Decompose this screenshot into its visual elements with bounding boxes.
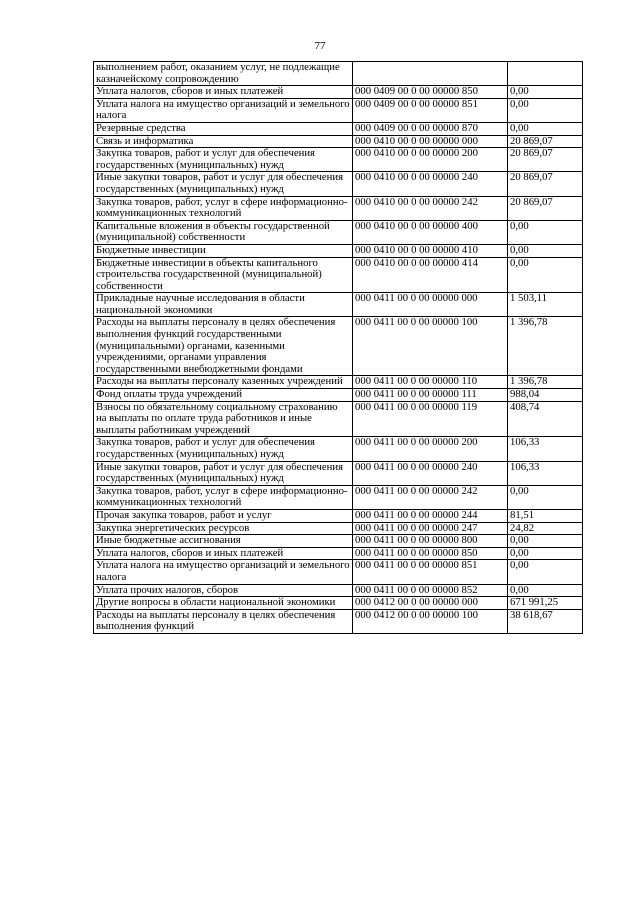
amount-cell: 988,04 [508,389,583,402]
amount-cell: 0,00 [508,244,583,257]
table-row [94,122,583,135]
expense-name-cell: Закупка товаров, работ и услуг для обеспечения государственных (муниципальных) нужд [94,437,353,461]
table-row [94,389,583,402]
amount-cell: 0,00 [508,485,583,509]
expense-name-cell: Уплата налога на имущество организаций и земельного налога [94,560,353,584]
budget-code-cell: 000 0411 00 0 00 00000 244 [353,509,508,522]
budget-code-cell: 000 0411 00 0 00 00000 851 [353,560,508,584]
table-row [94,376,583,389]
amount-cell: 20 869,07 [508,172,583,196]
table-row [94,509,583,522]
amount-cell: 0,00 [508,220,583,244]
expense-name-cell: Резервные средства [94,122,353,135]
amount-cell: 1 396,78 [508,317,583,376]
budget-code-cell: 000 0409 00 0 00 00000 870 [353,122,508,135]
budget-table [93,61,583,634]
amount-cell: 0,00 [508,257,583,293]
table-row [94,522,583,535]
budget-code-cell: 000 0410 00 0 00 00000 400 [353,220,508,244]
expense-name-cell: Бюджетные инвестиции [94,244,353,257]
amount-cell: 106,33 [508,437,583,461]
amount-cell: 0,00 [508,86,583,99]
expense-name-cell: Закупка товаров, работ и услуг для обеспечения государственных (муниципальных) нужд [94,148,353,172]
amount-cell: 20 869,07 [508,148,583,172]
amount-cell: 24,82 [508,522,583,535]
table-row [94,244,583,257]
budget-code-cell: 000 0411 00 0 00 00000 850 [353,547,508,560]
table-row [94,98,583,122]
expense-name-cell: Капитальные вложения в объекты государственной (муниципальной) собственности [94,220,353,244]
budget-code-cell [353,62,508,86]
budget-code-cell: 000 0411 00 0 00 00000 247 [353,522,508,535]
budget-code-cell: 000 0412 00 0 00 00000 100 [353,609,508,633]
table-row [94,148,583,172]
amount-cell: 38 618,67 [508,609,583,633]
table-row [94,86,583,99]
budget-code-cell: 000 0409 00 0 00 00000 851 [353,98,508,122]
budget-code-cell: 000 0411 00 0 00 00000 100 [353,317,508,376]
expense-name-cell: Иные бюджетные ассигнования [94,535,353,548]
amount-cell: 106,33 [508,461,583,485]
table-row [94,560,583,584]
budget-code-cell: 000 0410 00 0 00 00000 200 [353,148,508,172]
budget-code-cell: 000 0409 00 0 00 00000 850 [353,86,508,99]
expense-name-cell: Взносы по обязательному социальному страхованию на выплаты по оплате труда работников и иные выплаты работникам учреждений [94,401,353,437]
expense-name-cell: Иные закупки товаров, работ и услуг для обеспечения государственных (муниципальных) нужд [94,172,353,196]
table-row [94,437,583,461]
table-row [94,609,583,633]
budget-code-cell: 000 0410 00 0 00 00000 000 [353,135,508,148]
table-row [94,220,583,244]
table-row [94,547,583,560]
table-row [94,172,583,196]
budget-code-cell: 000 0411 00 0 00 00000 111 [353,389,508,402]
table-row [94,597,583,610]
budget-code-cell: 000 0411 00 0 00 00000 852 [353,584,508,597]
expense-name-cell: Связь и информатика [94,135,353,148]
budget-code-cell: 000 0410 00 0 00 00000 240 [353,172,508,196]
expense-name-cell: Закупка энергетических ресурсов [94,522,353,535]
expense-name-cell: Расходы на выплаты персоналу в целях обеспечения выполнения функций [94,609,353,633]
budget-code-cell: 000 0410 00 0 00 00000 242 [353,196,508,220]
table-row [94,461,583,485]
budget-code-cell: 000 0411 00 0 00 00000 119 [353,401,508,437]
expense-name-cell: Уплата налогов, сборов и иных платежей [94,547,353,560]
expense-name-cell: Фонд оплаты труда учреждений [94,389,353,402]
expense-name-cell: выполнением работ, оказанием услуг, не подлежащие казначейскому сопровождению [94,62,353,86]
budget-code-cell: 000 0412 00 0 00 00000 000 [353,597,508,610]
amount-cell: 0,00 [508,560,583,584]
expense-name-cell: Уплата налога на имущество организаций и земельного налога [94,98,353,122]
table-row [94,401,583,437]
table-row [94,584,583,597]
budget-code-cell: 000 0411 00 0 00 00000 800 [353,535,508,548]
expense-name-cell: Уплата налогов, сборов и иных платежей [94,86,353,99]
budget-code-cell: 000 0411 00 0 00 00000 000 [353,293,508,317]
expense-name-cell: Закупка товаров, работ, услуг в сфере информационно-коммуникационных технологий [94,196,353,220]
amount-cell: 0,00 [508,98,583,122]
budget-code-cell: 000 0411 00 0 00 00000 200 [353,437,508,461]
expense-name-cell: Уплата прочих налогов, сборов [94,584,353,597]
amount-cell: 1 503,11 [508,293,583,317]
table-row [94,485,583,509]
amount-cell: 0,00 [508,535,583,548]
budget-code-cell: 000 0411 00 0 00 00000 240 [353,461,508,485]
amount-cell: 671 991,25 [508,597,583,610]
budget-code-cell: 000 0410 00 0 00 00000 410 [353,244,508,257]
budget-code-cell: 000 0411 00 0 00 00000 110 [353,376,508,389]
page-number: 77 [314,40,326,52]
amount-cell: 0,00 [508,122,583,135]
expense-name-cell: Закупка товаров, работ, услуг в сфере информационно-коммуникационных технологий [94,485,353,509]
expense-name-cell: Бюджетные инвестиции в объекты капитального строительства государственной (муниципальной) собственности [94,257,353,293]
amount-cell: 0,00 [508,547,583,560]
expense-name-cell: Прочая закупка товаров, работ и услуг [94,509,353,522]
expense-name-cell: Расходы на выплаты персоналу казенных учреждений [94,376,353,389]
budget-code-cell: 000 0410 00 0 00 00000 414 [353,257,508,293]
budget-code-cell: 000 0411 00 0 00 00000 242 [353,485,508,509]
table-row [94,293,583,317]
table-row [94,535,583,548]
amount-cell: 408,74 [508,401,583,437]
table-row [94,196,583,220]
expense-name-cell: Расходы на выплаты персоналу в целях обеспечения выполнения функций государственными (муниципальными) органами, казенными учреждениями, органами управления государственными внебюджетными фондами [94,317,353,376]
table-row [94,317,583,376]
expense-name-cell: Прикладные научные исследования в области национальной экономики [94,293,353,317]
amount-cell: 20 869,07 [508,196,583,220]
expense-name-cell: Иные закупки товаров, работ и услуг для обеспечения государственных (муниципальных) нужд [94,461,353,485]
amount-cell: 20 869,07 [508,135,583,148]
budget-table-body [94,62,583,634]
table-row [94,135,583,148]
amount-cell: 0,00 [508,584,583,597]
table-row [94,257,583,293]
amount-cell: 1 396,78 [508,376,583,389]
amount-cell [508,62,583,86]
table-row [94,62,583,86]
expense-name-cell: Другие вопросы в области национальной экономики [94,597,353,610]
amount-cell: 81,51 [508,509,583,522]
